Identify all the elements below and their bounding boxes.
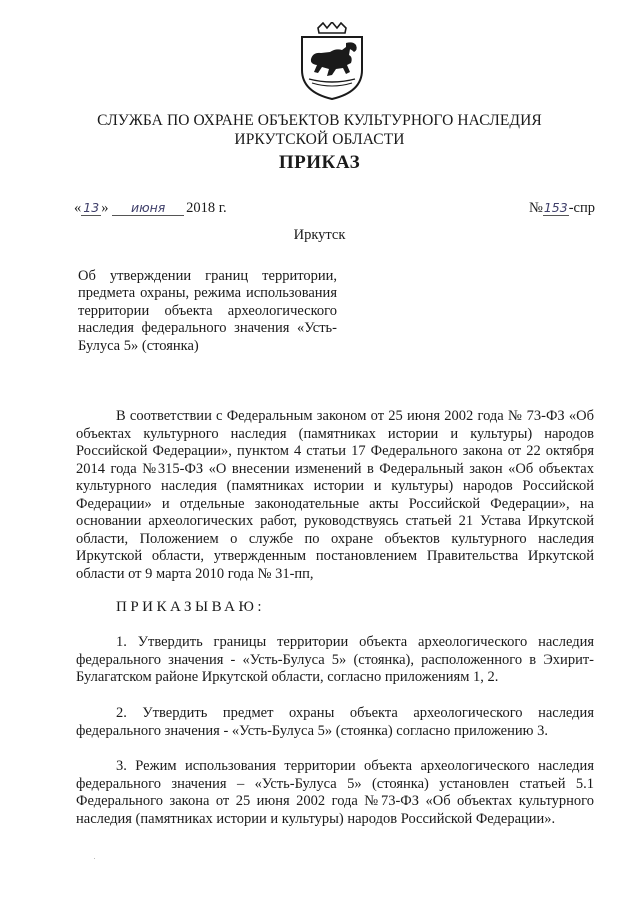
agency-name [0, 111, 639, 149]
number-value-handwritten: 153 [543, 200, 568, 215]
date-month-handwritten: июня [112, 201, 184, 216]
document-date [74, 200, 227, 217]
document-type-title: ПРИКАЗ [278, 152, 361, 173]
irkutsk-coat-of-arms-icon [296, 22, 368, 100]
date-open-quote: « [74, 200, 82, 216]
agency-name-line2: ИРКУТСКОЙ ОБЛАСТИ [234, 131, 405, 148]
date-year: 2018 г. [186, 200, 227, 216]
scan-speck [94, 858, 95, 859]
order-item-3: 3. Режим использования территории объекта археологического наследия федерального значения – «Усть-Булуса 5» (стоянка) установлен статьей 5.1 Федерального закона от 25 июня 2002 года №73-ФЗ «Об объектах культурного наследия (памятниках истории и культуры) народов Российской Федерации». [76, 758, 594, 827]
order-item-2: 2. Утвердить предмет охраны объекта археологического наследия федерального значения - «Усть-Булуса 5» (стоянка) согласно приложению 3. [76, 705, 594, 739]
preamble-paragraph: В соответствии с Федеральным законом от 25 июня 2002 года № 73-ФЗ «Об объектах культурного наследия (памятниках истории и культуры) народов Российской Федерации», пунктом 4 статьи 17 Федерального закона от 22 октября 2014 года №315-ФЗ «О внесении изменений в Федеральный закон «Об объектах культурного наследия (памятниках истории и культуры) народов Российской Федерации» и отдельные законодательные акты Российской Федерации», на основании археологических работ, руководствуясь статьей 21 Устава Иркутской области, Положением о службе по охране объектов культурного наследия Иркутской области, утвержденным постановлением Правительства Иркутской области от 9 марта 2010 года № 31-пп, [76, 408, 594, 582]
number-suffix: -спр [568, 200, 595, 216]
order-item-1: 1. Утвердить границы территории объекта археологического наследия федерального значения - «Усть-Булуса 5» (стоянка), расположенного в Эхирит-Булагатском районе Иркутской области, согласно приложениям 1, 2. [76, 634, 594, 685]
number-prefix: № [529, 200, 543, 216]
agency-name-line1: СЛУЖБА ПО ОХРАНЕ ОБЪЕКТОВ КУЛЬТУРНОГО НАСЛЕДИЯ [97, 112, 542, 129]
document-subject: Об утверждении границ территории, предмета охраны, режима использования территории объекта археологического наследия федерального значения «Усть-Булуса 5» (стоянка) [78, 268, 337, 354]
document-number [529, 200, 595, 217]
date-day-handwritten: 13 [81, 201, 101, 216]
document-city: Иркутск [293, 227, 346, 243]
order-heading: ПРИКАЗЫВАЮ: [116, 599, 266, 615]
date-close-quote: » [101, 200, 109, 216]
